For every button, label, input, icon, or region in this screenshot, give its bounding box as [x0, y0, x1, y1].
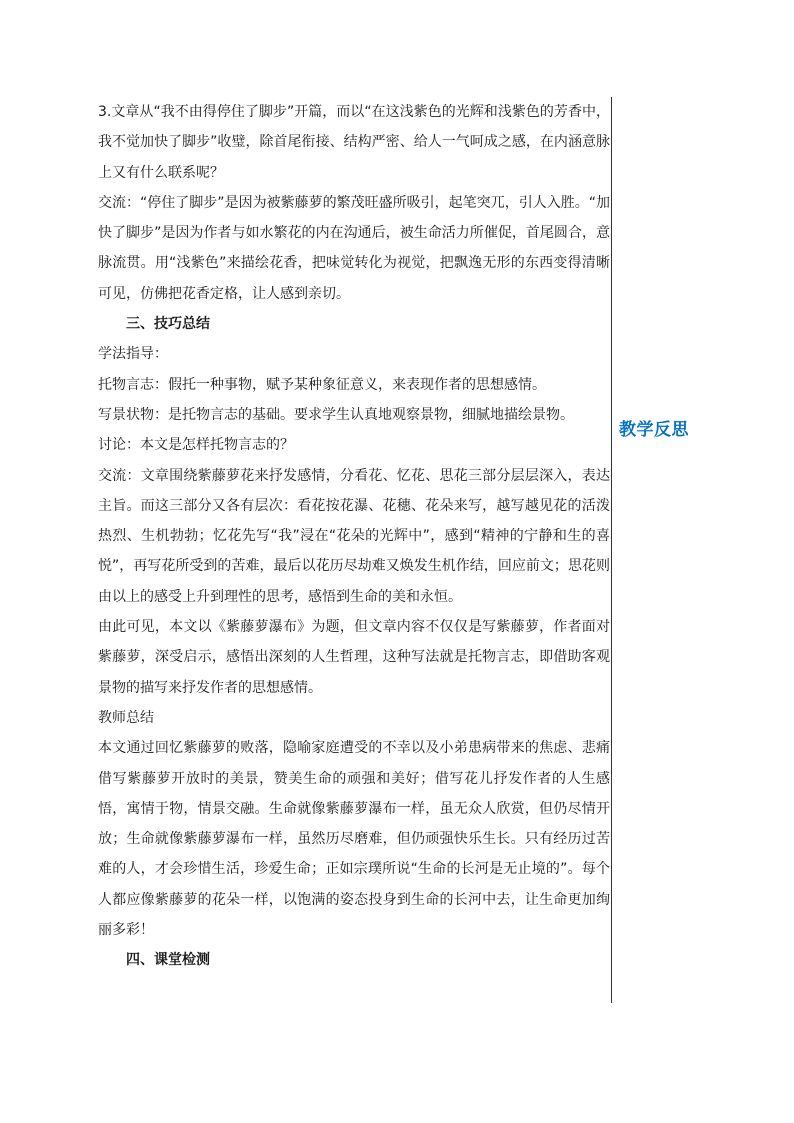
lesson-content-column	[98, 97, 610, 976]
definition-xiejing-zhuangwu: 写景状物：是托物言志的基础。要求学生认真地观察景物，细腻地描绘景物。	[98, 406, 574, 423]
teacher-summary-paragraph: 本文通过回忆紫藤萝的败落，隐喻家庭遭受的不幸以及小弟患病带来的焦虑、悲痛借写紫藤萝开放时的美景，赞美生命的顽强和美好；借写花儿抒发作者的人生感悟，寓情于物，情景交融。生命就像紫藤萝瀑布一样，虽无众人欣赏，但仍尽情开放；生命就像紫藤萝瀑布一样，虽然历尽磨难，但仍顽强快乐生长。只有经历过苦难的人，才会珍惜生活，珍爱生命；正如宗璞所说“生命的长河是无止境的”。每个人都应像紫藤萝的花朵一样，以饱满的姿态投身到生命的长河中去，让生命更加绚丽多彩！	[98, 740, 610, 939]
question-3-paragraph: 3.文章从“我不由得停住了脚步”开篇，而以“在这浅紫色的光辉和浅紫色的芳香中，我不觉加快了脚步”收璧，除首尾衔接、结构严密、给人一气呵成之感，在内涵意脉上又有什么联系呢？	[98, 104, 610, 181]
conclusion-paragraph: 由此可见，本文以《紫藤萝瀑布》为题，但文章内容不仅仅是写紫藤萝，作者面对紫藤萝，深受启示，感悟出深刻的人生哲理，这种写法就是托物言志，即借助客观景物的描写来抒发作者的思想感情。	[98, 619, 610, 696]
study-guidance-label: 学法指导：	[98, 346, 168, 363]
column-divider	[611, 97, 612, 1003]
discussion-answer-paragraph: 交流：“停住了脚步”是因为被紫藤萝的繁茂旺盛所吸引，起笔突兀，引人入胜。“加快了脚步”是因为作者与如水繁花的内在沟通后，被生命活力所催促，首尾圆合，意脉流贯。用“浅紫色”来描绘花香，把味觉转化为视觉，把飘逸无形的东西变得清晰可见，仿佛把花香定格，让人感到亲切。	[98, 194, 610, 302]
discussion-question-paragraph: 讨论：本文是怎样托物言志的？	[98, 437, 294, 454]
teacher-summary-label: 教师总结	[98, 709, 154, 726]
teaching-reflection-title: 教学反思	[619, 420, 689, 440]
section-heading-classroom-test: 四、课堂检测	[126, 952, 210, 969]
section-heading-skills-summary: 三、技巧总结	[126, 316, 210, 333]
discussion-exchange-paragraph: 交流：文章围绕紫藤萝花来抒发感情，分看花、忆花、思花三部分层层深入，表达主旨。而这三部分又各有层次：看花按花瀑、花穗、花朵来写，越写越见花的活泼热烈、生机勃勃；忆花先写“我”浸在“花朵的光辉中”，感到“精神的宁静和生的喜悦”，再写花所受到的苦难，最后以花历尽劫难又焕发生机作结，回应前文；思花则由以上的感受上升到理性的思考，感悟到生命的美和永恒。	[98, 467, 610, 605]
definition-tuowu-yanzhi: 托物言志：假托一种事物，赋予某种象征意义，来表现作者的思想感情。	[98, 376, 546, 393]
